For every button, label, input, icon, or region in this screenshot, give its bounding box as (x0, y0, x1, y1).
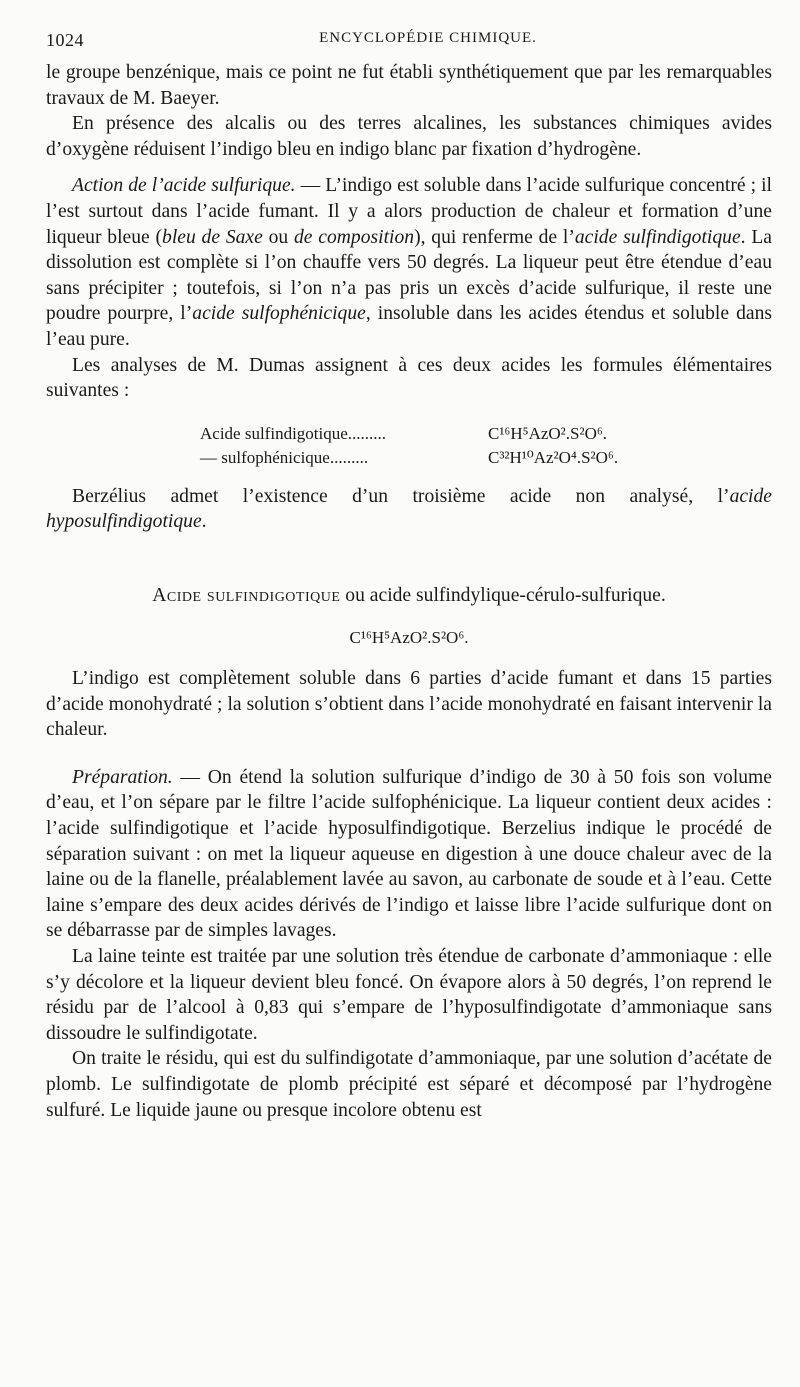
formula-value: C¹⁶H⁵AzO².S²O⁶. (488, 423, 608, 443)
formula-name: — sulfophénicique......... (200, 447, 369, 467)
formula-table (200, 422, 772, 470)
paragraph-2: En présence des alcalis ou des terres alcalines, les substances chimiques avides d’oxygène réduisent l’indigo bleu en indigo blanc par fixation d’hydrogène. (46, 113, 772, 160)
formula-row (200, 422, 772, 446)
section-title (46, 583, 772, 609)
text-run: . (201, 511, 207, 533)
text-run: Berzélius admet l’existence d’un troisième acide non analysé, l’ (72, 485, 730, 507)
page-header (46, 30, 770, 52)
paragraph-1: le groupe benzénique, mais ce point ne fut établi synthétiquement que par les remarquables travaux de M. Baeyer. (46, 62, 772, 109)
section-title-smallcaps: Acide sulfindigotique (152, 584, 341, 606)
text-run: — L’indigo est soluble dans l’acide sulfurique concentré ; il l’est surtout dans l’acide fumant. Il y a alors production de chaleur et formation d’une liqueur bleue ( (46, 175, 772, 248)
term-bleu-de-saxe: bleu de Saxe (162, 226, 263, 248)
formula-row (200, 446, 772, 470)
term-acide-hyposulfindigotique: acide hyposulfindigotique (46, 485, 772, 533)
term-acide-sulfophenicique: acide sulfophénicique (192, 303, 366, 325)
paragraph-sulfuric-action (46, 173, 772, 352)
term-de-composition: de composition (294, 226, 415, 248)
text-run: ), qui renferme de l’ (414, 226, 575, 248)
paragraph-dumas: Les analyses de M. Dumas assignent à ces deux acides les formules élémentaires suivantes : (46, 354, 772, 402)
formula-name: Acide sulfindigotique......... (200, 423, 387, 443)
heading-preparation: Préparation. (72, 766, 173, 788)
section-formula: C¹⁶H⁵AzO².S²O⁶. (349, 627, 469, 647)
paragraph-residu: On traite le résidu, qui est du sulfindigotate d’ammoniaque, par une solution d’acétate de plomb. Le sulfindigotate de plomb précipité est séparé et décomposé par l’hydrogène sulfuré. Le liquide jaune ou presque incolore obtenu est (46, 1048, 772, 1121)
paragraph-solubility: L’indigo est complètement soluble dans 6 parties d’acide fumant et dans 15 parties d’acide monohydraté ; la solution s’obtient dans l’acide monohydraté en faisant intervenir la chaleur. (46, 668, 772, 741)
paragraph-preparation (46, 765, 772, 944)
page-body (46, 60, 772, 1123)
paragraph-berzelius (46, 484, 772, 535)
paragraph-laine-teinte: La laine teinte est traitée par une solution très étendue de carbonate d’ammoniaque : elle s’y décolore et la liqueur devient bleu foncé. On évapore alors à 50 degrés, l’on reprend le résidu par de l’alcool à 0,83 qui s’empare de l’hyposulfindigotate d’ammoniaque sans dissoudre le sulfindigotate. (46, 946, 772, 1044)
text-run: ou (262, 226, 294, 248)
text-run: , insoluble dans les acides étendus et soluble dans l’eau pure. (46, 303, 772, 350)
running-title: ENCYCLOPÉDIE CHIMIQUE. (319, 30, 537, 46)
section-title-rest: ou acide sulfindylique-cérulo-sulfurique. (340, 584, 666, 606)
text-run: . La dissolution est complète si l’on chauffe vers 50 degrés. La liqueur peut être étendue d’eau sans précipiter ; toutefois, si l’on n’a pas pris un excès d’acide sulfurique, il reste une poudre pourpre, l’ (46, 226, 772, 325)
page-number: 1024 (46, 30, 84, 50)
text-run: — On étend la solution sulfurique d’indigo de 30 à 50 fois son volume d’eau, et l’on sépare par le filtre l’acide sulfophénicique. La liqueur contient deux acides : l’acide sulfindigotique et l’acide hyposulfindigotique. Berzelius indique le procédé de séparation suivant : on met la liqueur aqueuse en digestion à une douce chaleur avec de la laine ou de la flanelle, préalablement lavée au savon, au carbonate de soude et à l’eau. Cette laine s’empare des deux acides dérivés de l’indigo et laisse libre l’acide sulfurique dont on se débarrasse par de simples lavages. (46, 766, 772, 942)
formula-value: C³²H¹⁰Az²O⁴.S²O⁶. (488, 447, 619, 467)
term-acide-sulfindigotique: acide sulfindigotique (574, 226, 741, 248)
heading-action-sulfuric: Action de l’acide sulfurique. (72, 175, 296, 197)
